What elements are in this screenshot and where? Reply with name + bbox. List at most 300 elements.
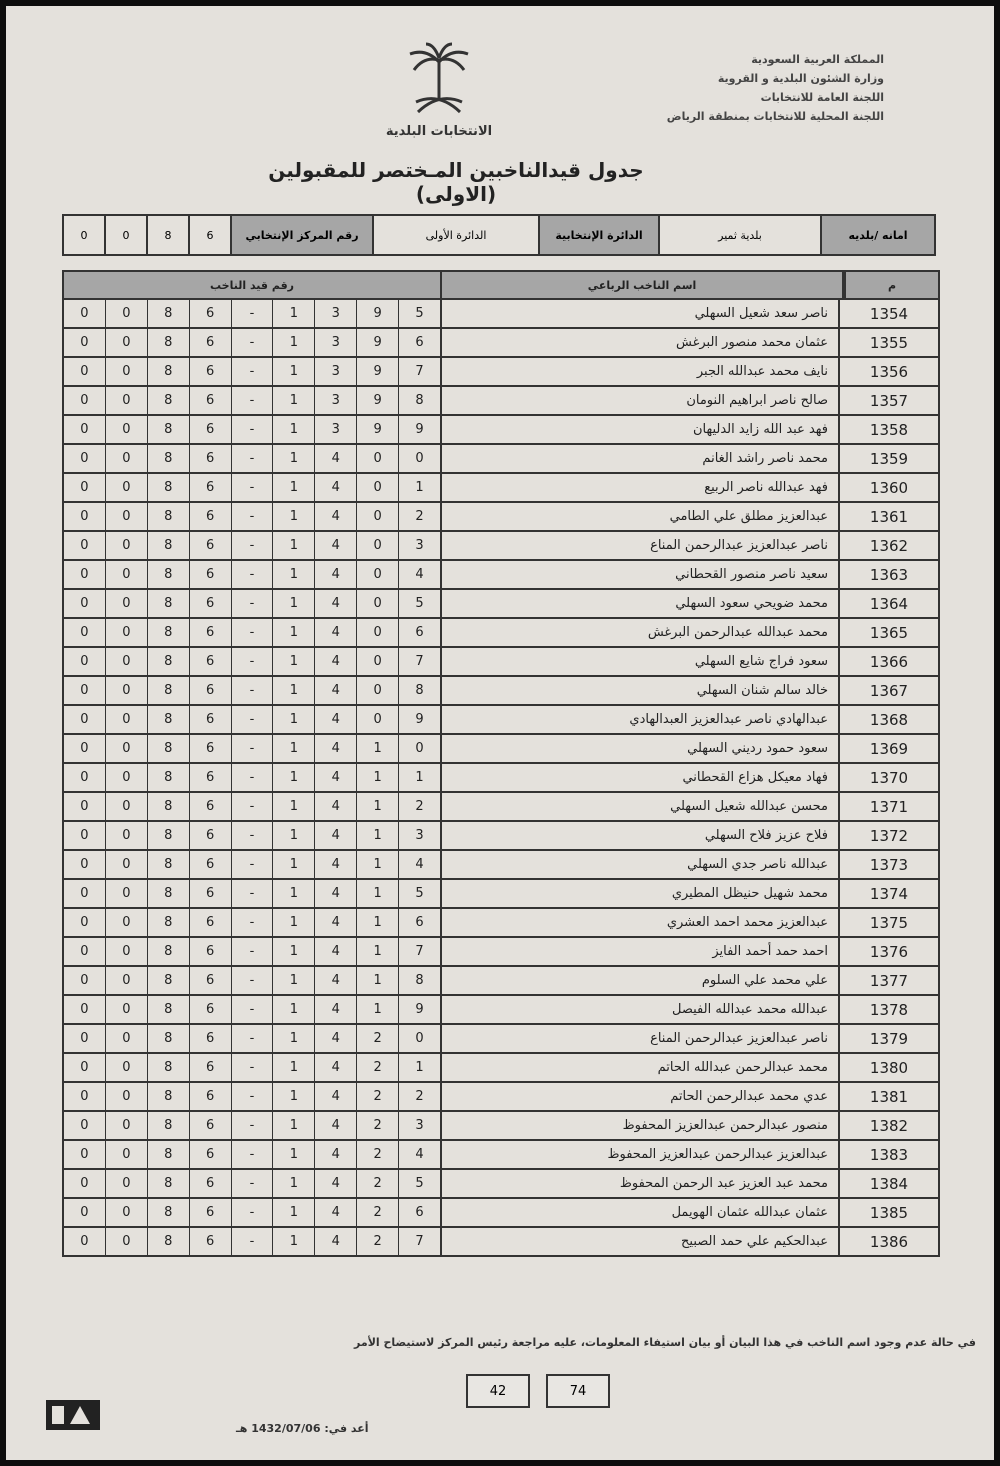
- row-number-cell: 1373: [869, 855, 909, 874]
- reg-digit-cell: -: [231, 967, 273, 994]
- row-number-cell: 1367: [869, 681, 909, 700]
- gov-line: اللجنة المحلية للانتخابات بمنطقة الرياض: [666, 110, 884, 123]
- reg-digit-cell: 3: [314, 387, 356, 414]
- reg-digit-cell: 6: [189, 329, 231, 356]
- reg-number-header: رقم قيد الناخب: [210, 278, 294, 292]
- reg-digit-cell: 8: [147, 619, 189, 646]
- reg-digit-cell: 0: [398, 445, 440, 472]
- reg-digit-cell: 8: [147, 822, 189, 849]
- reg-digit-cell: 1: [272, 1025, 314, 1052]
- reg-digit-cell: 5: [398, 880, 440, 907]
- reg-digit-cell: 1: [272, 1112, 314, 1139]
- reg-digit-cell: 6: [189, 967, 231, 994]
- reg-digit-cell: 6: [189, 1112, 231, 1139]
- footer-note: في حالة عدم وجود اسم الناخب في هذا البيان أو بيان استيفاء المعلومات، عليه مراجعة رئيس المركز لاستيضاح الأمر: [354, 1336, 976, 1349]
- reg-digit-cell: 4: [314, 996, 356, 1023]
- reg-digit-cell: -: [231, 1141, 273, 1168]
- voter-name-cell: عبدالهادي ناصر عبدالعزيز العبدالهادي: [440, 706, 840, 733]
- reg-number-cells: [64, 329, 440, 356]
- reg-digit-cell: 8: [147, 851, 189, 878]
- amana-value: بلدية ثمير: [658, 216, 820, 254]
- reg-digit-cell: 8: [147, 503, 189, 530]
- row-number-cell: 1368: [869, 710, 909, 729]
- reg-digit-cell: 6: [189, 1141, 231, 1168]
- reg-digit-cell: 6: [189, 822, 231, 849]
- reg-number-cells: [64, 822, 440, 849]
- reg-digit-cell: 8: [147, 1199, 189, 1226]
- reg-digit-cell: -: [231, 1025, 273, 1052]
- reg-digit-cell: 4: [314, 1083, 356, 1110]
- reg-digit-cell: 1: [272, 445, 314, 472]
- reg-digit-cell: 0: [80, 509, 89, 524]
- table-row: [62, 1025, 940, 1054]
- reg-digit-cell: -: [231, 590, 273, 617]
- row-number-cell: 1377: [869, 971, 909, 990]
- reg-digit-cell: 0: [356, 445, 398, 472]
- reg-digit-cell: 4: [314, 1228, 356, 1255]
- reg-digit-cell: 2: [356, 1170, 398, 1197]
- reg-digit-cell: -: [231, 1170, 273, 1197]
- reg-digit-cell: 0: [80, 1176, 89, 1191]
- reg-digit-cell: 0: [80, 1118, 89, 1133]
- reg-digit-cell: 1: [272, 1170, 314, 1197]
- reg-digit-cell: 0: [105, 1112, 147, 1139]
- voter-name-cell: عدي محمد عبدالرحمن الحاتم: [440, 1083, 840, 1110]
- reg-digit-cell: 8: [147, 561, 189, 588]
- reg-digit-cell: 0: [105, 619, 147, 646]
- reg-digit-cell: 0: [105, 503, 147, 530]
- reg-number-cells: [64, 1083, 440, 1110]
- reg-digit-cell: 8: [398, 677, 440, 704]
- voter-name-cell: منصور عبدالرحمن عبدالعزيز المحفوظ: [440, 1112, 840, 1139]
- reg-digit-cell: -: [231, 735, 273, 762]
- reg-digit-cell: 7: [398, 358, 440, 385]
- voter-name-cell: عبدالله ناصر جدي السهلي: [440, 851, 840, 878]
- reg-digit-cell: -: [231, 1199, 273, 1226]
- reg-digit-cell: 8: [147, 996, 189, 1023]
- reg-digit-cell: 8: [147, 880, 189, 907]
- reg-digit-cell: 0: [80, 741, 89, 756]
- reg-digit-cell: 1: [272, 387, 314, 414]
- reg-digit-cell: 1: [356, 764, 398, 791]
- reg-digit-cell: 1: [272, 561, 314, 588]
- reg-digit-cell: -: [231, 1112, 273, 1139]
- reg-digit-cell: 0: [105, 532, 147, 559]
- reg-digit-cell: 0: [356, 648, 398, 675]
- reg-number-cells: [64, 880, 440, 907]
- reg-digit-cell: -: [231, 648, 273, 675]
- voter-name-cell: فلاح عزيز فلاح السهلي: [440, 822, 840, 849]
- reg-digit-cell: 8: [147, 938, 189, 965]
- reg-digit-cell: 0: [105, 735, 147, 762]
- reg-number-cells: [64, 416, 440, 443]
- table-row: [62, 793, 940, 822]
- reg-digit-cell: 0: [105, 793, 147, 820]
- reg-digit-cell: -: [231, 880, 273, 907]
- reg-digit-cell: 0: [105, 909, 147, 936]
- reg-digit-cell: -: [231, 1228, 273, 1255]
- table-row: [62, 1199, 940, 1228]
- reg-digit-cell: 9: [398, 996, 440, 1023]
- row-number-cell: 1364: [869, 594, 909, 613]
- reg-digit-cell: -: [231, 764, 273, 791]
- row-number-cell: 1374: [869, 884, 909, 903]
- row-number-cell: 1375: [869, 913, 909, 932]
- voter-name-cell: عبدالله محمد عبدالله الفيصل: [440, 996, 840, 1023]
- reg-digit-cell: -: [231, 1054, 273, 1081]
- reg-digit-cell: 1: [398, 474, 440, 501]
- reg-digit-cell: 0: [80, 944, 89, 959]
- reg-digit-cell: 0: [80, 1205, 89, 1220]
- reg-digit-cell: 0: [80, 451, 89, 466]
- reg-digit-cell: -: [231, 329, 273, 356]
- reg-digit-cell: 4: [314, 880, 356, 907]
- reg-digit-cell: 9: [356, 387, 398, 414]
- reg-digit-cell: 8: [398, 967, 440, 994]
- reg-digit-cell: 1: [272, 880, 314, 907]
- reg-digit-cell: 6: [189, 532, 231, 559]
- reg-digit-cell: 6: [189, 851, 231, 878]
- row-number-cell: 1384: [869, 1174, 909, 1193]
- reg-digit-cell: 8: [147, 967, 189, 994]
- reg-digit-cell: 4: [314, 474, 356, 501]
- reg-digit-cell: 1: [272, 1199, 314, 1226]
- row-number-cell: 1372: [869, 826, 909, 845]
- reg-digit-cell: -: [231, 503, 273, 530]
- reg-digit-cell: 8: [147, 1141, 189, 1168]
- reg-digit-cell: 5: [398, 590, 440, 617]
- reg-digit-cell: 4: [314, 822, 356, 849]
- reg-digit-cell: 6: [189, 416, 231, 443]
- row-number-cell: 1355: [869, 333, 909, 352]
- reg-number-cells: [64, 648, 440, 675]
- reg-digit-cell: 0: [105, 329, 147, 356]
- document-page: [6, 6, 994, 1460]
- table-row: [62, 1170, 940, 1199]
- voter-name-cell: عبدالعزيز مطلق علي الطامي: [440, 503, 840, 530]
- center-digit: 0: [80, 228, 88, 242]
- table-row: [62, 1112, 940, 1141]
- reg-digit-cell: 1: [272, 909, 314, 936]
- reg-digit-cell: -: [231, 416, 273, 443]
- reg-digit-cell: 4: [314, 1112, 356, 1139]
- voter-name-cell: محسن عبدالله شعيل السهلي: [440, 793, 840, 820]
- reg-number-cells: [64, 1170, 440, 1197]
- row-number-cell: 1376: [869, 942, 909, 961]
- reg-digit-cell: 1: [272, 474, 314, 501]
- table-row: [62, 851, 940, 880]
- reg-digit-cell: 0: [105, 474, 147, 501]
- table-row: [62, 880, 940, 909]
- reg-digit-cell: 2: [398, 503, 440, 530]
- reg-digit-cell: 4: [314, 793, 356, 820]
- reg-digit-cell: 6: [189, 1083, 231, 1110]
- reg-digit-cell: 0: [105, 300, 147, 327]
- reg-digit-cell: 0: [105, 648, 147, 675]
- row-number-cell: 1361: [869, 507, 909, 526]
- voter-name-cell: محمد ضويحي سعود السهلي: [440, 590, 840, 617]
- table-row: [62, 909, 940, 938]
- reg-digit-cell: 0: [105, 706, 147, 733]
- reg-digit-cell: 6: [189, 793, 231, 820]
- reg-digit-cell: -: [231, 445, 273, 472]
- reg-digit-cell: 0: [105, 561, 147, 588]
- reg-digit-cell: 2: [356, 1141, 398, 1168]
- row-number-cell: 1381: [869, 1087, 909, 1106]
- reg-digit-cell: 8: [147, 1054, 189, 1081]
- reg-digit-cell: 0: [356, 677, 398, 704]
- reg-digit-cell: 0: [105, 590, 147, 617]
- reg-number-cells: [64, 1199, 440, 1226]
- voter-name-cell: سعيد ناصر منصور القحطاني: [440, 561, 840, 588]
- reg-digit-cell: 4: [314, 677, 356, 704]
- center-digit: 0: [104, 216, 146, 254]
- reg-digit-cell: 2: [356, 1083, 398, 1110]
- reg-digit-cell: 0: [80, 567, 89, 582]
- reg-digit-cell: 0: [105, 1170, 147, 1197]
- reg-digit-cell: 1: [272, 1228, 314, 1255]
- reg-digit-cell: 0: [105, 938, 147, 965]
- reg-digit-cell: 4: [314, 851, 356, 878]
- reg-digit-cell: 8: [147, 590, 189, 617]
- reg-digit-cell: 0: [80, 799, 89, 814]
- reg-digit-cell: 1: [272, 358, 314, 385]
- reg-number-cells: [64, 561, 440, 588]
- table-row: [62, 416, 940, 445]
- reg-digit-cell: 8: [147, 1083, 189, 1110]
- reg-digit-cell: 4: [314, 967, 356, 994]
- reg-digit-cell: 4: [314, 1054, 356, 1081]
- reg-digit-cell: 9: [356, 358, 398, 385]
- reg-digit-cell: 0: [80, 1031, 89, 1046]
- reg-digit-cell: 0: [80, 683, 89, 698]
- name-header: اسم الناخب الرباعي: [440, 272, 844, 298]
- logo-text: الانتخابات البلدية: [385, 124, 493, 139]
- reg-digit-cell: -: [231, 1083, 273, 1110]
- reg-digit-cell: 5: [398, 300, 440, 327]
- reg-digit-cell: 0: [80, 335, 89, 350]
- reg-digit-cell: 6: [189, 938, 231, 965]
- reg-digit-cell: 1: [272, 735, 314, 762]
- reg-number-cells: [64, 996, 440, 1023]
- reg-number-cells: [64, 1228, 440, 1255]
- reg-digit-cell: 3: [314, 358, 356, 385]
- table-row: [62, 474, 940, 503]
- table-row: [62, 735, 940, 764]
- reg-digit-cell: 8: [147, 648, 189, 675]
- reg-digit-cell: 0: [105, 416, 147, 443]
- table-row: [62, 1141, 940, 1170]
- table-row: [62, 996, 940, 1025]
- reg-digit-cell: 1: [272, 1083, 314, 1110]
- row-number-cell: 1357: [869, 391, 909, 410]
- voter-name-cell: محمد عبدالرحمن عبدالله الحاتم: [440, 1054, 840, 1081]
- voter-name-cell: محمد عبدالله عبدالرحمن البرغش: [440, 619, 840, 646]
- reg-digit-cell: 1: [272, 764, 314, 791]
- reg-digit-cell: 8: [147, 329, 189, 356]
- reg-digit-cell: 2: [356, 1025, 398, 1052]
- reg-digit-cell: 0: [80, 625, 89, 640]
- reg-digit-cell: 0: [80, 770, 89, 785]
- reg-digit-cell: 0: [80, 973, 89, 988]
- reg-digit-cell: 9: [356, 300, 398, 327]
- reg-digit-cell: 3: [314, 300, 356, 327]
- district-label: الدائرة الإنتخابية: [538, 216, 658, 254]
- reg-digit-cell: -: [231, 358, 273, 385]
- reg-digit-cell: -: [231, 822, 273, 849]
- reg-digit-cell: 0: [356, 706, 398, 733]
- reg-digit-cell: 4: [314, 909, 356, 936]
- reg-digit-cell: 0: [105, 764, 147, 791]
- reg-number-cells: [64, 358, 440, 385]
- reg-digit-cell: 0: [356, 474, 398, 501]
- reg-digit-cell: 1: [356, 822, 398, 849]
- reg-digit-cell: -: [231, 300, 273, 327]
- reg-digit-cell: 1: [398, 1054, 440, 1081]
- table-row: [62, 822, 940, 851]
- row-number-cell: 1383: [869, 1145, 909, 1164]
- reg-number-cells: [64, 735, 440, 762]
- reg-digit-cell: 1: [356, 735, 398, 762]
- reg-digit-cell: 2: [356, 1228, 398, 1255]
- reg-digit-cell: 0: [105, 1083, 147, 1110]
- document-title: جدول قيدالناخبين المـختصر للمقبولين (الاولى): [268, 158, 644, 206]
- reg-digit-cell: 0: [356, 561, 398, 588]
- reg-digit-cell: 3: [398, 1112, 440, 1139]
- reg-digit-cell: 0: [356, 590, 398, 617]
- reg-digit-cell: 8: [147, 474, 189, 501]
- reg-digit-cell: 8: [147, 532, 189, 559]
- reg-number-cells: [64, 387, 440, 414]
- reg-digit-cell: 6: [189, 1170, 231, 1197]
- info-bar: [62, 214, 936, 256]
- table-row: [62, 706, 940, 735]
- reg-digit-cell: 1: [272, 416, 314, 443]
- reg-digit-cell: 8: [147, 677, 189, 704]
- reg-digit-cell: 0: [80, 480, 89, 495]
- voter-name-cell: ناصر عبدالعزيز عبدالرحمن المناع: [440, 532, 840, 559]
- reg-digit-cell: 8: [147, 909, 189, 936]
- reg-digit-cell: 8: [147, 735, 189, 762]
- page-box-a: 42: [466, 1374, 530, 1408]
- table-row: [62, 677, 940, 706]
- table-row: [62, 590, 940, 619]
- reg-number-cells: [64, 300, 440, 327]
- reg-digit-cell: 6: [189, 1199, 231, 1226]
- reg-digit-cell: 3: [398, 532, 440, 559]
- reg-digit-cell: 0: [105, 880, 147, 907]
- reg-digit-cell: 4: [398, 851, 440, 878]
- reg-digit-cell: 6: [398, 909, 440, 936]
- reg-digit-cell: 0: [105, 851, 147, 878]
- table-row: [62, 503, 940, 532]
- reg-digit-cell: -: [231, 851, 273, 878]
- reg-digit-cell: 0: [398, 735, 440, 762]
- reg-digit-cell: 0: [80, 857, 89, 872]
- voter-name-cell: ناصر سعد شعيل السهلي: [440, 300, 840, 327]
- row-number-cell: 1356: [869, 362, 909, 381]
- reg-digit-cell: 0: [80, 393, 89, 408]
- reg-digit-cell: 9: [356, 329, 398, 356]
- table-row: [62, 648, 940, 677]
- reg-digit-cell: 8: [147, 706, 189, 733]
- reg-digit-cell: 1: [356, 851, 398, 878]
- reg-digit-cell: 0: [356, 619, 398, 646]
- reg-digit-cell: -: [231, 996, 273, 1023]
- reg-digit-cell: 6: [189, 474, 231, 501]
- reg-number-cells: [64, 967, 440, 994]
- reg-digit-cell: 4: [314, 561, 356, 588]
- voter-name-cell: عبدالعزيز محمد احمد العشري: [440, 909, 840, 936]
- reg-digit-cell: 1: [356, 880, 398, 907]
- reg-digit-cell: 6: [189, 648, 231, 675]
- reg-digit-cell: 1: [356, 938, 398, 965]
- center-digit: 6: [188, 216, 230, 254]
- reg-digit-cell: 6: [189, 1054, 231, 1081]
- table-row: [62, 358, 940, 387]
- reg-digit-cell: 7: [398, 1228, 440, 1255]
- voter-name-cell: محمد ناصر راشد الغانم: [440, 445, 840, 472]
- reg-number-cells: [64, 590, 440, 617]
- reg-digit-cell: 0: [80, 364, 89, 379]
- row-number-cell: 1385: [869, 1203, 909, 1222]
- reg-digit-cell: 4: [314, 590, 356, 617]
- reg-digit-cell: 6: [189, 996, 231, 1023]
- reg-digit-cell: 1: [272, 648, 314, 675]
- reg-digit-cell: 8: [147, 358, 189, 385]
- reg-digit-cell: 6: [189, 1025, 231, 1052]
- voter-name-cell: عبدالعزيز عبدالرحمن عبدالعزيز المحفوظ: [440, 1141, 840, 1168]
- voter-name-cell: صالح ناصر ابراهيم النومان: [440, 387, 840, 414]
- reg-digit-cell: 4: [314, 764, 356, 791]
- palm-swords-emblem-icon: [404, 42, 474, 122]
- row-number-cell: 1354: [869, 304, 909, 323]
- reg-digit-cell: 5: [398, 1170, 440, 1197]
- row-number-cell: 1363: [869, 565, 909, 584]
- voter-name-cell: محمد شهيل حنيظل المطيري: [440, 880, 840, 907]
- reg-digit-cell: 0: [80, 915, 89, 930]
- reg-digit-cell: 0: [105, 1141, 147, 1168]
- reg-digit-cell: 1: [272, 300, 314, 327]
- row-number-cell: 1365: [869, 623, 909, 642]
- reg-digit-cell: 0: [80, 886, 89, 901]
- reg-digit-cell: 7: [398, 648, 440, 675]
- row-number-cell: 1362: [869, 536, 909, 555]
- table-row: [62, 445, 940, 474]
- reg-digit-cell: 0: [105, 445, 147, 472]
- reg-number-cells: [64, 764, 440, 791]
- reg-digit-cell: 0: [356, 532, 398, 559]
- table-row: [62, 764, 940, 793]
- reg-digit-cell: 4: [314, 1170, 356, 1197]
- reg-digit-cell: 0: [398, 1025, 440, 1052]
- reg-digit-cell: -: [231, 677, 273, 704]
- reg-digit-cell: 8: [147, 1025, 189, 1052]
- row-number-cell: 1359: [869, 449, 909, 468]
- row-number-cell: 1380: [869, 1058, 909, 1077]
- reg-digit-cell: 8: [147, 1170, 189, 1197]
- reg-digit-cell: 6: [189, 590, 231, 617]
- reg-digit-cell: 6: [189, 358, 231, 385]
- reg-digit-cell: 1: [272, 996, 314, 1023]
- reg-number-cells: [64, 706, 440, 733]
- reg-digit-cell: 0: [80, 1234, 89, 1249]
- reg-digit-cell: -: [231, 387, 273, 414]
- reg-digit-cell: -: [231, 532, 273, 559]
- reg-digit-cell: 0: [105, 387, 147, 414]
- row-number-cell: 1360: [869, 478, 909, 497]
- reg-digit-cell: 0: [356, 503, 398, 530]
